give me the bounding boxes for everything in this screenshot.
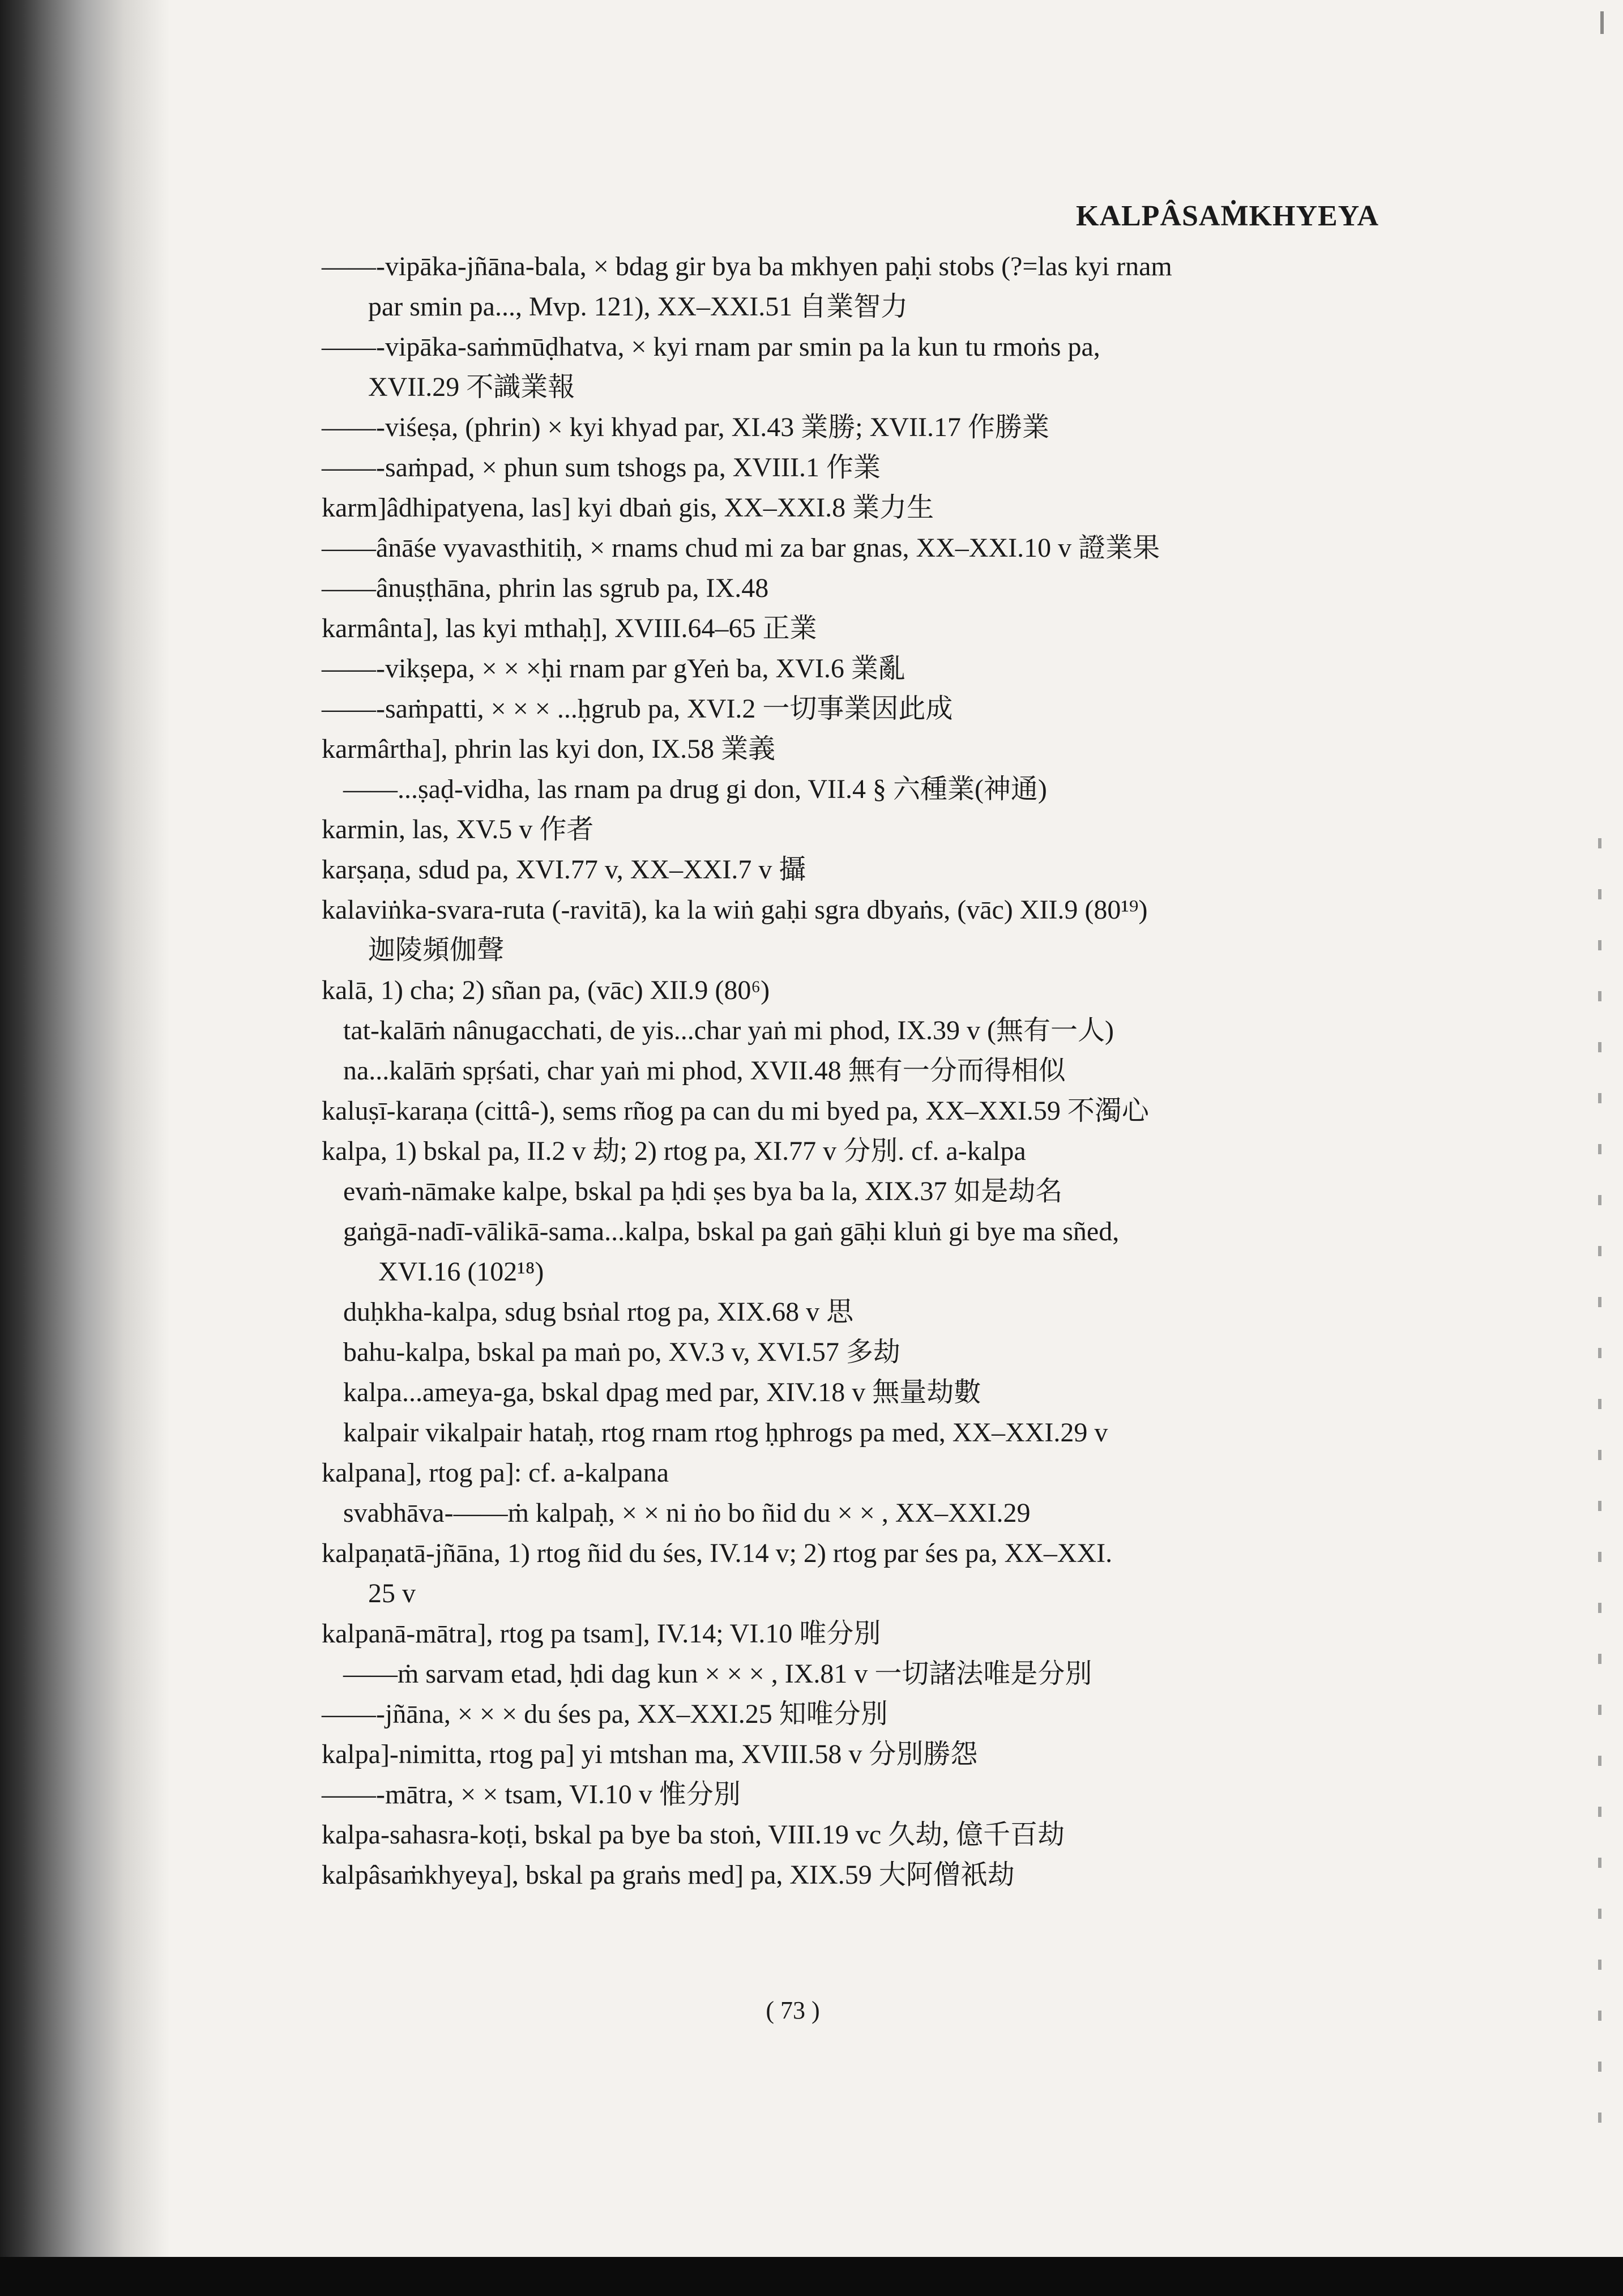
entry-line: ——ṁ sarvam etad, ḥdi dag kun × × × , IX.81 v 一切諸法唯是分別 [343,1659,1092,1689]
entry-line: ——ânuṣṭhāna, phrin las sgrub pa, IX.48 [322,573,769,603]
entry-line: kalpâsaṁkhyeya], bskal pa graṅs med] pa, XIX.59 大阿僧祇劫 [322,1860,1015,1890]
entry-line: karmârtha], phrin las kyi don, IX.58 業義 [322,734,776,764]
entry-line: 迦陵頻伽聲 [368,935,505,965]
entry-line: duḥkha-kalpa, sdug bsṅal rtog pa, XIX.68 v 思 [343,1297,854,1327]
entry-line: par smin pa..., Mvp. 121), XX–XXI.51 自業智力 [368,292,908,322]
entry-line: XVII.29 不識業報 [368,372,575,402]
page-number: ( 73 ) [766,1996,820,2024]
entry-line: na...kalāṁ spṛśati, char yaṅ mi phod, XVII.48 無有一分而得相似 [343,1056,1066,1086]
entry-line: ——ânāśe vyavasthitiḥ, × rnams chud mi za bar gnas, XX–XXI.10 v 證業果 [322,533,1160,563]
entry-line: kalpa]-nimitta, rtog pa] yi mtshan ma, XVIII.58 v 分別勝怨 [322,1739,978,1769]
entry-line: karm]âdhipatyena, las] kyi dbaṅ gis, XX–XXI.8 業力生 [322,493,934,523]
entry-line: kaluṣī-karaṇa (cittâ-), sems rñog pa can du mi byed pa, XX–XXI.59 不濁心 [322,1096,1149,1126]
entry-line: karmânta], las kyi mthaḥ], XVIII.64–65 正業 [322,613,817,643]
entry-line: ——-vipāka-jñāna-bala, × bdag gir bya ba mkhyen paḥi stobs (?=las kyi rnam [322,251,1172,281]
entry-line: kalpana], rtog pa]: cf. a-kalpana [322,1458,669,1488]
entry-line: bahu-kalpa, bskal pa maṅ po, XV.3 v, XVI.57 多劫 [343,1337,900,1367]
entry-line: tat-kalāṁ nânugacchati, de yis...char yaṅ mi phod, IX.39 v (無有一人) [343,1015,1114,1045]
entry-line: gaṅgā-nadī-vālikā-sama...kalpa, bskal pa gaṅ gāḥi kluṅ gi bye ma sñed, [343,1217,1120,1247]
entry-line: karmin, las, XV.5 v 作者 [322,814,594,844]
entry-line: kalā, 1) cha; 2) sñan pa, (vāc) XII.9 (80⁶) [322,975,770,1005]
entry-line: kalpaṇatā-jñāna, 1) rtog ñid du śes, IV.14 v; 2) rtog par śes pa, XX–XXI. [322,1538,1113,1568]
entry-line: karṣaṇa, sdud pa, XVI.77 v, XX–XXI.7 v 攝 [322,855,806,885]
entry-line: ——-saṁpad, × phun sum tshogs pa, XVIII.1 作業 [322,453,881,483]
entry-line: evaṁ-nāmake kalpe, bskal pa ḥdi ṣes bya ba la, XIX.37 如是劫名 [343,1176,1063,1206]
entry-line: kalpair vikalpair hataḥ, rtog rnam rtog ḥphrogs pa med, XX–XXI.29 v [343,1418,1108,1448]
scan-bottom-edge [0,2257,1623,2296]
entry-line: ——-saṁpatti, × × × ...ḥgrub pa, XVI.2 一切事業因此成 [322,694,953,724]
running-header: KALPÂSAṀKHYEYA [1076,200,1379,232]
entry-line: ——-mātra, × × tsam, VI.10 v 惟分別 [322,1779,741,1810]
entry-line: 25 v [368,1578,416,1608]
entry-line: kalpa...ameya-ga, bskal dpag med par, XIV.18 v 無量劫數 [343,1377,981,1407]
entry-line: ——-jñāna, × × × du śes pa, XX–XXI.25 知唯分別 [322,1699,888,1729]
entry-line: ——...ṣaḍ-vidha, las rnam pa drug gi don, VII.4 § 六種業(神通) [343,774,1047,804]
entry-line: ——-vikṣepa, × × ×ḥi rnam par gYeṅ ba, XVI.6 業亂 [322,654,906,684]
entry-line: kalpanā-mātra], rtog pa tsam], IV.14; VI.10 唯分別 [322,1619,881,1649]
dictionary-entries [322,246,1386,1895]
entry-line: ——-vipāka-saṁmūḍhatva, × kyi rnam par smin pa la kun tu rmoṅs pa, [322,332,1100,362]
scan-edge-marks [1598,838,1601,2141]
book-spine-shadow [0,0,170,2296]
entry-line: svabhāva-——ṁ kalpaḥ, × × ni ṅo bo ñid du × × , XX–XXI.29 [343,1498,1031,1528]
entry-line: ——-viśeṣa, (phrin) × kyi khyad par, XI.43 業勝; XVII.17 作勝業 [322,412,1049,442]
scan-mark [1600,11,1604,34]
entry-line: kalaviṅka-svara-ruta (-ravitā), ka la wiṅ gaḥi sgra dbyaṅs, (vāc) XII.9 (80¹⁹) [322,895,1148,925]
entry-line: XVI.16 (102¹⁸) [378,1257,544,1287]
entry-line: kalpa, 1) bskal pa, II.2 v 劫; 2) rtog pa, XI.77 v 分別. cf. a-kalpa [322,1136,1026,1166]
entry-line: kalpa-sahasra-koṭi, bskal pa bye ba stoṅ, VIII.19 vc 久劫, 億千百劫 [322,1820,1065,1850]
